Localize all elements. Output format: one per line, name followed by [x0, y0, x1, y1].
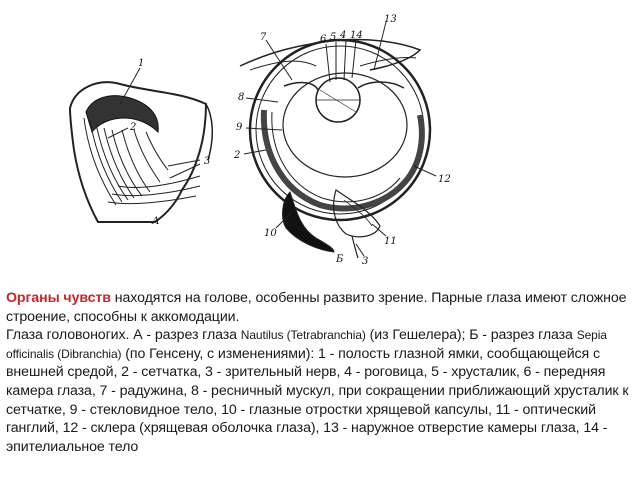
label-a-1: 1 [138, 58, 145, 69]
label-b-3: 3 [362, 256, 369, 267]
label-a-3: 3 [204, 156, 211, 167]
label-b-6: 6 [320, 34, 327, 45]
sepia-species: Sepia officinalis (Dibranchia) [6, 328, 607, 361]
panel-b-label: Б [336, 254, 344, 265]
legend-part-3: (по Генсену, с изменениями): 1 - полость глазной ямки, сообщающейся с внешней средой, 2 - сетчатка, 3 - зрительный нерв, 4 - роговица, 5 - хрусталик, 6 - передняя камера глаза, 7 - радужина, 8 - ресничный мускул, при сокращении приближающий хрусталик к сетчатке, 9 - стекловидное тело, 10 - глазные отростки хрящевой капсулы, 11 - оптический ганглий, 12 - склера (хрящевая оболочка глаза), 13 - наружное отверстие камеры глаза, 14 - эпителиальное тело [6, 345, 629, 455]
sense-organs-heading: Органы чувств [6, 290, 111, 306]
label-b-10: 10 [264, 228, 277, 239]
legend-part-1: Глаза головоногих. А - разрез глаза [6, 327, 241, 344]
label-b-4: 4 [340, 30, 347, 41]
intro-paragraph [6, 289, 634, 326]
sepia-eye-drawing [240, 22, 436, 258]
label-b-12: 12 [438, 174, 451, 185]
legend-part-2: (из Гешелера); Б - разрез глаза [365, 327, 577, 344]
label-b-8: 8 [238, 92, 245, 103]
label-b-2: 2 [234, 150, 241, 161]
label-a-2: 2 [130, 122, 137, 133]
panel-a-label: А [152, 216, 160, 227]
label-b-14: 14 [350, 30, 363, 41]
figure-legend [6, 326, 634, 456]
nautilus-species: Nautilus (Tetrabranchia) [240, 328, 366, 343]
label-b-5: 5 [330, 32, 337, 43]
intro-text: находятся на голове, особенны развито зрение. Парные глаза имеют сложное строение, способны к аккомодации. [6, 290, 627, 325]
label-b-7: 7 [260, 32, 267, 43]
nautilus-eye-drawing [70, 68, 212, 222]
label-b-13: 13 [384, 14, 397, 25]
label-b-9: 9 [236, 122, 243, 133]
caption-text [6, 289, 634, 456]
label-b-11: 11 [384, 236, 397, 247]
